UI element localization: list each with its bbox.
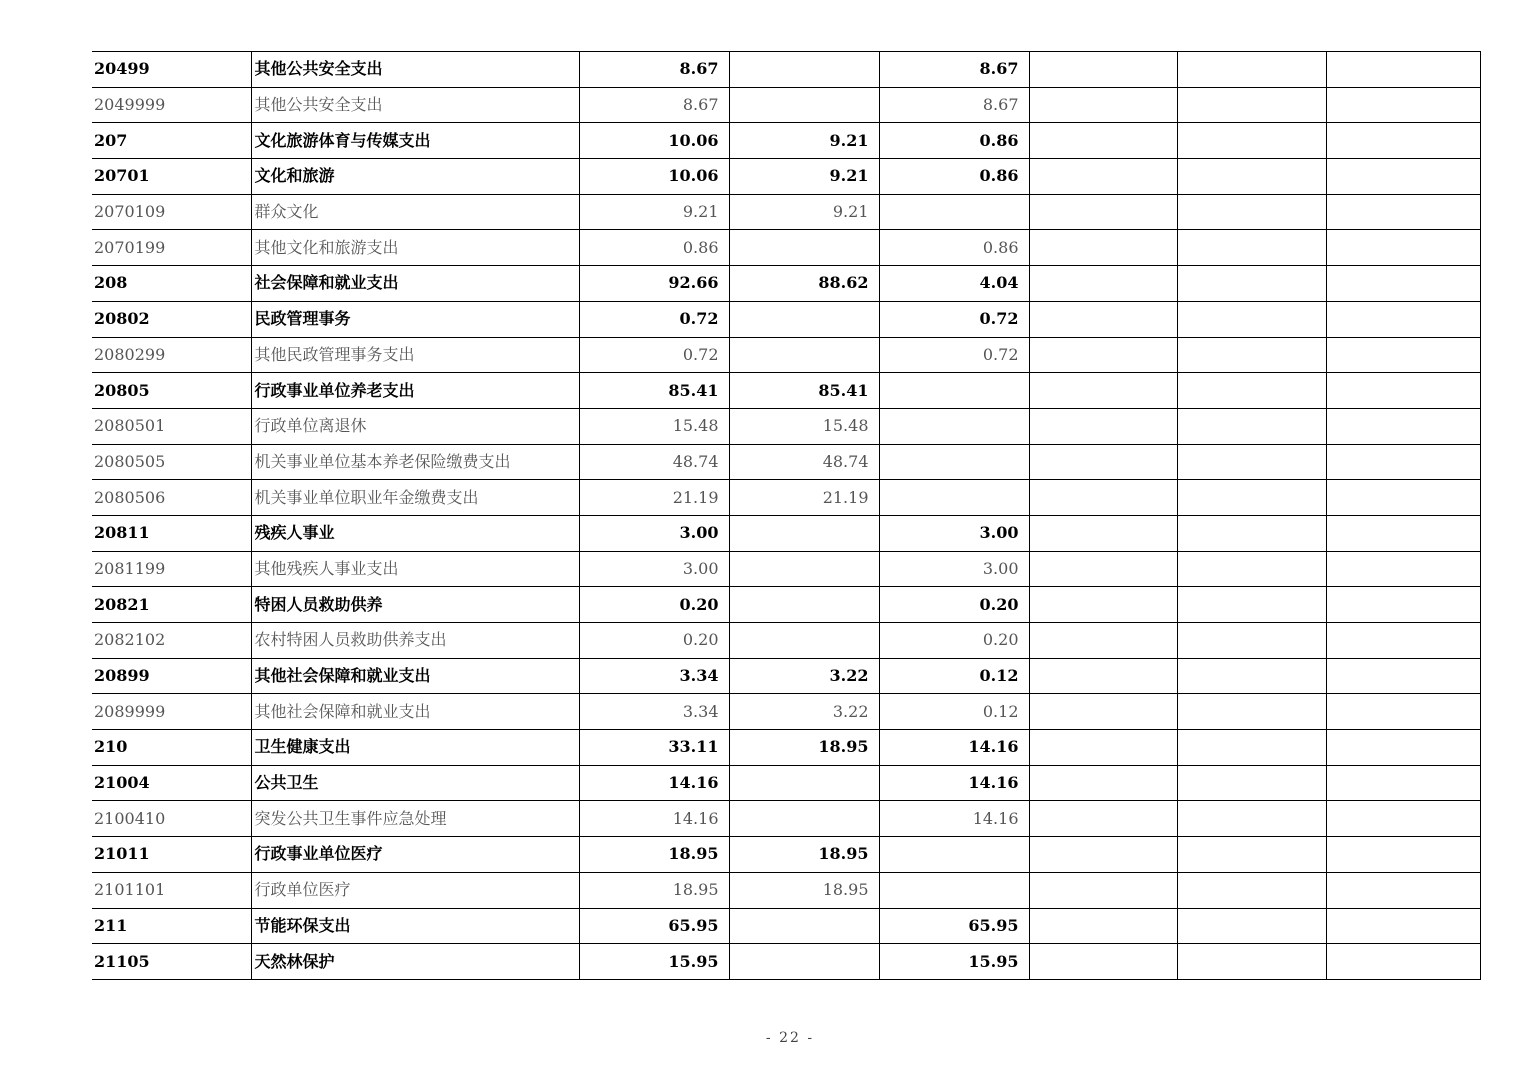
table-row (92, 52, 1480, 88)
cell-col8 (1326, 480, 1480, 516)
cell-basic (729, 944, 879, 980)
cell-col8 (1326, 694, 1480, 730)
cell-basic (729, 587, 879, 623)
cell-col6 (1029, 908, 1177, 944)
cell-col8 (1326, 266, 1480, 302)
cell-code: 21004 (92, 765, 251, 801)
cell-code: 21011 (92, 837, 251, 873)
cell-total: 0.72 (579, 301, 729, 337)
cell-project: 0.12 (879, 694, 1029, 730)
cell-col6 (1029, 623, 1177, 659)
cell-col7 (1177, 515, 1326, 551)
cell-col7 (1177, 623, 1326, 659)
cell-col8 (1326, 444, 1480, 480)
cell-name: 行政事业单位养老支出 (251, 373, 579, 409)
cell-basic (729, 623, 879, 659)
cell-project: 0.86 (879, 159, 1029, 195)
cell-col7 (1177, 159, 1326, 195)
cell-total: 21.19 (579, 480, 729, 516)
table-row (92, 159, 1480, 195)
cell-col7 (1177, 301, 1326, 337)
cell-project: 3.00 (879, 515, 1029, 551)
table-row (92, 587, 1480, 623)
cell-project: 3.00 (879, 551, 1029, 587)
cell-name: 文化旅游体育与传媒支出 (251, 123, 579, 159)
cell-col8 (1326, 908, 1480, 944)
cell-code: 2070109 (92, 194, 251, 230)
cell-total: 48.74 (579, 444, 729, 480)
cell-project: 15.95 (879, 944, 1029, 980)
cell-total: 0.72 (579, 337, 729, 373)
cell-total: 65.95 (579, 908, 729, 944)
cell-code: 21105 (92, 944, 251, 980)
cell-col6 (1029, 765, 1177, 801)
cell-total: 8.67 (579, 87, 729, 123)
cell-col6 (1029, 658, 1177, 694)
cell-col8 (1326, 765, 1480, 801)
table-row (92, 480, 1480, 516)
cell-col7 (1177, 123, 1326, 159)
cell-code: 20821 (92, 587, 251, 623)
cell-basic (729, 515, 879, 551)
cell-name: 机关事业单位职业年金缴费支出 (251, 480, 579, 516)
cell-col6 (1029, 730, 1177, 766)
table-row (92, 837, 1480, 873)
table-row (92, 301, 1480, 337)
cell-code: 211 (92, 908, 251, 944)
cell-basic (729, 801, 879, 837)
cell-col7 (1177, 694, 1326, 730)
cell-basic: 9.21 (729, 194, 879, 230)
cell-total: 10.06 (579, 159, 729, 195)
cell-total: 3.00 (579, 515, 729, 551)
cell-basic: 9.21 (729, 123, 879, 159)
cell-code: 20899 (92, 658, 251, 694)
cell-project: 4.04 (879, 266, 1029, 302)
cell-project: 0.20 (879, 623, 1029, 659)
table-row (92, 801, 1480, 837)
cell-col8 (1326, 623, 1480, 659)
cell-basic: 9.21 (729, 159, 879, 195)
cell-total: 3.00 (579, 551, 729, 587)
table-row (92, 444, 1480, 480)
cell-col6 (1029, 301, 1177, 337)
cell-name: 突发公共卫生事件应急处理 (251, 801, 579, 837)
cell-total: 0.86 (579, 230, 729, 266)
cell-col8 (1326, 230, 1480, 266)
table-row (92, 373, 1480, 409)
table-row (92, 730, 1480, 766)
cell-project: 14.16 (879, 801, 1029, 837)
cell-col8 (1326, 337, 1480, 373)
cell-code: 2101101 (92, 872, 251, 908)
cell-col6 (1029, 515, 1177, 551)
cell-basic (729, 337, 879, 373)
cell-col7 (1177, 52, 1326, 88)
cell-project (879, 373, 1029, 409)
cell-name: 机关事业单位基本养老保险缴费支出 (251, 444, 579, 480)
table-row (92, 551, 1480, 587)
cell-code: 2081199 (92, 551, 251, 587)
cell-col6 (1029, 587, 1177, 623)
page-number: - 22 - (765, 1030, 815, 1046)
table-row (92, 194, 1480, 230)
cell-total: 3.34 (579, 694, 729, 730)
cell-col6 (1029, 230, 1177, 266)
cell-col7 (1177, 587, 1326, 623)
cell-name: 其他社会保障和就业支出 (251, 694, 579, 730)
cell-col7 (1177, 480, 1326, 516)
cell-code: 208 (92, 266, 251, 302)
budget-table (92, 51, 1481, 980)
cell-code: 2100410 (92, 801, 251, 837)
cell-project: 0.20 (879, 587, 1029, 623)
table-row (92, 872, 1480, 908)
cell-col6 (1029, 123, 1177, 159)
cell-basic: 3.22 (729, 658, 879, 694)
cell-total: 9.21 (579, 194, 729, 230)
cell-col6 (1029, 373, 1177, 409)
cell-total: 3.34 (579, 658, 729, 694)
cell-col7 (1177, 730, 1326, 766)
cell-col8 (1326, 373, 1480, 409)
cell-col7 (1177, 230, 1326, 266)
cell-col8 (1326, 194, 1480, 230)
cell-col6 (1029, 337, 1177, 373)
cell-basic: 48.74 (729, 444, 879, 480)
cell-name: 卫生健康支出 (251, 730, 579, 766)
cell-col7 (1177, 87, 1326, 123)
cell-basic (729, 908, 879, 944)
table-row (92, 944, 1480, 980)
cell-name: 其他文化和旅游支出 (251, 230, 579, 266)
cell-name: 天然林保护 (251, 944, 579, 980)
table-row (92, 408, 1480, 444)
cell-name: 其他残疾人事业支出 (251, 551, 579, 587)
cell-basic (729, 551, 879, 587)
cell-code: 2080299 (92, 337, 251, 373)
cell-basic: 15.48 (729, 408, 879, 444)
cell-col6 (1029, 194, 1177, 230)
cell-col7 (1177, 872, 1326, 908)
cell-total: 0.20 (579, 623, 729, 659)
cell-code: 20802 (92, 301, 251, 337)
cell-col7 (1177, 266, 1326, 302)
cell-total: 14.16 (579, 765, 729, 801)
cell-project (879, 444, 1029, 480)
cell-name: 农村特困人员救助供养支出 (251, 623, 579, 659)
cell-code: 20811 (92, 515, 251, 551)
cell-basic: 3.22 (729, 694, 879, 730)
table-row (92, 694, 1480, 730)
table-row (92, 266, 1480, 302)
cell-col7 (1177, 194, 1326, 230)
cell-col8 (1326, 301, 1480, 337)
table-row (92, 337, 1480, 373)
cell-name: 行政单位医疗 (251, 872, 579, 908)
cell-basic: 18.95 (729, 872, 879, 908)
cell-total: 8.67 (579, 52, 729, 88)
cell-col8 (1326, 87, 1480, 123)
cell-basic: 21.19 (729, 480, 879, 516)
cell-code: 2082102 (92, 623, 251, 659)
cell-basic (729, 87, 879, 123)
cell-project: 14.16 (879, 765, 1029, 801)
cell-name: 群众文化 (251, 194, 579, 230)
cell-project: 0.72 (879, 337, 1029, 373)
cell-project (879, 837, 1029, 873)
cell-project: 0.86 (879, 230, 1029, 266)
cell-total: 10.06 (579, 123, 729, 159)
cell-project (879, 480, 1029, 516)
cell-col7 (1177, 908, 1326, 944)
table-row (92, 230, 1480, 266)
cell-basic: 88.62 (729, 266, 879, 302)
cell-col7 (1177, 944, 1326, 980)
cell-col6 (1029, 408, 1177, 444)
cell-project (879, 408, 1029, 444)
cell-col6 (1029, 837, 1177, 873)
cell-col8 (1326, 551, 1480, 587)
table-row (92, 123, 1480, 159)
cell-col6 (1029, 266, 1177, 302)
cell-total: 0.20 (579, 587, 729, 623)
cell-total: 85.41 (579, 373, 729, 409)
cell-col7 (1177, 373, 1326, 409)
cell-basic (729, 230, 879, 266)
cell-total: 18.95 (579, 837, 729, 873)
cell-name: 行政单位离退休 (251, 408, 579, 444)
cell-name: 残疾人事业 (251, 515, 579, 551)
table-row (92, 623, 1480, 659)
cell-code: 2049999 (92, 87, 251, 123)
cell-name: 节能环保支出 (251, 908, 579, 944)
cell-col7 (1177, 765, 1326, 801)
cell-basic (729, 765, 879, 801)
cell-basic: 18.95 (729, 837, 879, 873)
cell-basic (729, 301, 879, 337)
cell-total: 15.48 (579, 408, 729, 444)
cell-col6 (1029, 480, 1177, 516)
cell-name: 其他民政管理事务支出 (251, 337, 579, 373)
cell-total: 33.11 (579, 730, 729, 766)
table-body (92, 52, 1480, 980)
cell-total: 18.95 (579, 872, 729, 908)
cell-code: 2080506 (92, 480, 251, 516)
cell-col6 (1029, 944, 1177, 980)
cell-code: 2070199 (92, 230, 251, 266)
cell-code: 2080505 (92, 444, 251, 480)
cell-code: 20701 (92, 159, 251, 195)
cell-col8 (1326, 587, 1480, 623)
cell-project: 8.67 (879, 52, 1029, 88)
cell-col8 (1326, 408, 1480, 444)
table-row (92, 87, 1480, 123)
cell-name: 其他公共安全支出 (251, 52, 579, 88)
cell-col8 (1326, 872, 1480, 908)
cell-code: 2080501 (92, 408, 251, 444)
cell-col8 (1326, 159, 1480, 195)
cell-total: 92.66 (579, 266, 729, 302)
cell-col6 (1029, 551, 1177, 587)
cell-col7 (1177, 658, 1326, 694)
cell-basic (729, 52, 879, 88)
cell-project: 65.95 (879, 908, 1029, 944)
cell-col8 (1326, 658, 1480, 694)
cell-code: 20805 (92, 373, 251, 409)
cell-name: 民政管理事务 (251, 301, 579, 337)
cell-col6 (1029, 694, 1177, 730)
cell-col6 (1029, 52, 1177, 88)
table-row (92, 765, 1480, 801)
cell-project: 14.16 (879, 730, 1029, 766)
cell-name: 其他社会保障和就业支出 (251, 658, 579, 694)
cell-code: 2089999 (92, 694, 251, 730)
cell-name: 社会保障和就业支出 (251, 266, 579, 302)
cell-project: 0.72 (879, 301, 1029, 337)
cell-col8 (1326, 801, 1480, 837)
cell-col8 (1326, 515, 1480, 551)
cell-col7 (1177, 337, 1326, 373)
cell-name: 公共卫生 (251, 765, 579, 801)
cell-project: 0.86 (879, 123, 1029, 159)
cell-col6 (1029, 159, 1177, 195)
cell-col8 (1326, 52, 1480, 88)
cell-col7 (1177, 551, 1326, 587)
cell-total: 14.16 (579, 801, 729, 837)
table-row (92, 658, 1480, 694)
cell-project: 0.12 (879, 658, 1029, 694)
cell-col8 (1326, 123, 1480, 159)
cell-code: 207 (92, 123, 251, 159)
cell-col7 (1177, 408, 1326, 444)
cell-name: 其他公共安全支出 (251, 87, 579, 123)
cell-name: 特困人员救助供养 (251, 587, 579, 623)
cell-col8 (1326, 944, 1480, 980)
table-row (92, 908, 1480, 944)
cell-project (879, 194, 1029, 230)
cell-col6 (1029, 872, 1177, 908)
cell-col7 (1177, 837, 1326, 873)
cell-code: 210 (92, 730, 251, 766)
cell-col7 (1177, 444, 1326, 480)
cell-project: 8.67 (879, 87, 1029, 123)
cell-basic: 85.41 (729, 373, 879, 409)
cell-code: 20499 (92, 52, 251, 88)
cell-total: 15.95 (579, 944, 729, 980)
cell-col8 (1326, 837, 1480, 873)
cell-col7 (1177, 801, 1326, 837)
cell-col6 (1029, 444, 1177, 480)
cell-name: 文化和旅游 (251, 159, 579, 195)
cell-name: 行政事业单位医疗 (251, 837, 579, 873)
cell-col8 (1326, 730, 1480, 766)
cell-project (879, 872, 1029, 908)
cell-basic: 18.95 (729, 730, 879, 766)
cell-col6 (1029, 87, 1177, 123)
table-row (92, 515, 1480, 551)
cell-col6 (1029, 801, 1177, 837)
